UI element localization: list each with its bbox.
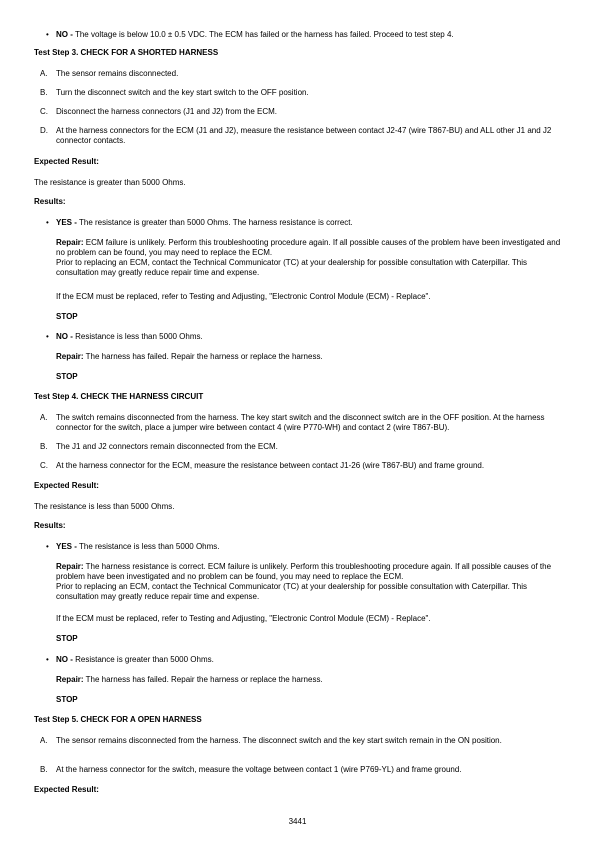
page-number: 3441 (288, 817, 307, 826)
expected-result-text: The resistance is less than 5000 Ohms. (34, 502, 175, 511)
stop-label: STOP (56, 372, 78, 381)
results-heading: Results: (34, 521, 66, 530)
result-label: NO - (56, 30, 73, 39)
repair-text: Repair: ECM failure is unlikely. Perform this troubleshooting procedure again. If all possible causes of the problem have been investigated and no problem can be found, you may need to replace the ECM. Prior to replacing an ECM, contact the Technical Communicator (TC) at your dealership for possible consultation with Caterpillar. This consultation may greatly reduce repair time and expense. (56, 238, 561, 277)
step-heading: Test Step 5. CHECK FOR A OPEN HARNESS (34, 715, 202, 724)
result-text: The voltage is below 10.0 ± 0.5 VDC. The ECM has failed or the harness has failed. Proceed to test step 4. (74, 30, 454, 39)
step-heading: Test Step 4. CHECK THE HARNESS CIRCUIT (34, 392, 204, 401)
reference-text: If the ECM must be replaced, refer to Testing and Adjusting, "Electronic Control Module (ECM) - Replace". (56, 614, 431, 623)
results-heading: Results: (34, 197, 66, 206)
document-page: • NO - The voltage is below 10.0 ± 0.5 VDC. The ECM has failed or the harness has failed. Proceed to test step 4. Test Step 3. CHECK FOR A SHORTED HARNESS A. The sensor remains disconnected. B. Turn the disconnect switch and the key start switch to the OFF position. C. Disconnect the harness connectors (J1 and J2) from the ECM. D. At the harness connectors for the ECM (J1 and J2), measure the resistance between contact J2-47 (wire T867-BU) and ALL other J1 and J2 connector contacts. Expected Result: The resistance is greater than 5000 Ohms. Results: • YES - The resistance is greater than 5000 Ohms. The harness resistance is correct. Repair: ECM failure is unlikely. Perform this troubleshooting procedure again. If all possible causes of the problem have been investigated and no problem can be found, you may need to replace the ECM. Prior to replacing an ECM, contact the Technical Communicator (TC) at your dealership for possible consultation with Caterpillar. This consultation may greatly reduce repair time and expense. If the ECM must be replaced, refer to Testing and Adjusting, "Electronic Control Module (ECM) - Replace". STOP • NO - Resistance is less than 5000 Ohms. Repair: The harness has failed. Repair the harness or replace the harness. STOP Test Step 4. CHECK THE HARNESS CIRCUIT A. The switch remains disconnected from the harness. The key start switch and the disconnect switch are in the OFF position. At the harness connector for the switch, place a jumper wire between contact 4 (wire P770-WH) and contact 2 (wire T867-BU). B. The J1 and J2 connectors remain disconnected from the ECM. C. At the harness connector for the ECM, measure the resistance between contact J1-26 (wire T867-BU) and frame ground. Expected Result: The resistance is less than 5000 Ohms. Results: • YES - The resistance is less than 5000 Ohms. Repair: The harness resistance is correct. ECM failure is unlikely. Perform this troubleshooting procedure again. If all possible causes of the problem have been investigated and no problem can be found, you may need to replace the ECM. Prior to replacing an ECM, contact the Technical Communicator (TC) at your dealership for possible consultation with Caterpillar. This consultation may greatly reduce repair time and expense. If the ECM must be replaced, refer to Testing and Adjusting, "Electronic Control Module (ECM) - Replace". STOP • NO - Resistance is greater than 5000 Ohms. Repair: The harness has failed. Repair the harness or replace the harness. STOP Test Step 5. CHECK FOR A OPEN HARNESS A. The sensor remains disconnected from the harness. The disconnect switch and the key start switch remain in the ON position. B. At the harness connector for the switch, measure the voltage between contact 1 (wire P769-YL) and frame ground. Expected Result: 3441 (0, 0, 595, 842)
stop-label: STOP (56, 634, 78, 643)
repair-text: Repair: The harness resistance is correct. ECM failure is unlikely. Perform this troubleshooting procedure again. If all possible causes of the problem have been investigated and no problem can be found, you may need to replace the ECM. Prior to replacing an ECM, contact the Technical Communicator (TC) at your dealership for possible consultation with Caterpillar. This consultation may greatly reduce repair time and expense. (56, 562, 552, 601)
expected-result-heading: Expected Result: (34, 785, 99, 794)
expected-result-text: The resistance is greater than 5000 Ohms. (34, 178, 186, 187)
expected-result-heading: Expected Result: (34, 481, 99, 490)
step-heading: Test Step 3. CHECK FOR A SHORTED HARNESS (34, 48, 219, 57)
expected-result-heading: Expected Result: (34, 157, 99, 166)
reference-text: If the ECM must be replaced, refer to Testing and Adjusting, "Electronic Control Module (ECM) - Replace". (56, 292, 431, 301)
stop-label: STOP (56, 312, 78, 321)
repair-text: Repair: The harness has failed. Repair the harness or replace the harness. (56, 352, 323, 361)
stop-label: STOP (56, 695, 78, 704)
repair-text: Repair: The harness has failed. Repair the harness or replace the harness. (56, 675, 323, 684)
bullet: • (46, 30, 49, 39)
